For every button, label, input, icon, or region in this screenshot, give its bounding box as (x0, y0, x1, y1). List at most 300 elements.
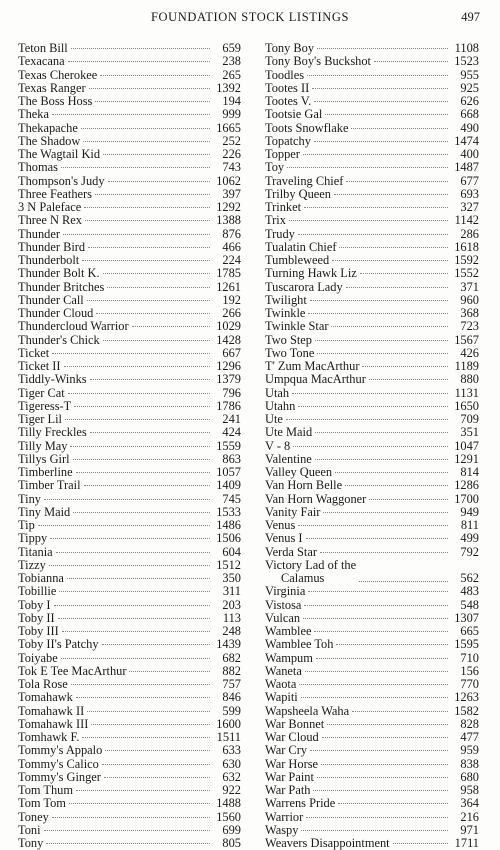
listing-entry (265, 426, 479, 439)
listing-entry (265, 546, 479, 559)
listing-entry (18, 665, 241, 678)
dot-leader (352, 711, 448, 712)
dot-leader (63, 234, 210, 235)
dot-leader (50, 538, 210, 539)
registration-number: 192 (222, 292, 241, 307)
listing-entry (18, 307, 241, 320)
horse-name: Verda Star (265, 544, 317, 559)
dot-leader (103, 154, 210, 155)
horse-name: War Cloud (265, 730, 319, 744)
listing-entry (265, 148, 479, 161)
dot-leader (293, 446, 448, 447)
dot-leader (71, 48, 210, 49)
registration-number: 400 (460, 147, 479, 161)
dot-leader (61, 167, 210, 168)
horse-name: Tiger Cat (18, 385, 65, 400)
dot-leader (362, 366, 448, 367)
registration-number: 633 (222, 743, 241, 758)
horse-name: Waneta (265, 663, 302, 678)
horse-name: Tiger Lil (18, 412, 62, 426)
horse-name: Trinket (265, 200, 302, 214)
registration-number: 1029 (216, 319, 241, 334)
horse-name: Tok E Tee MacArthur (18, 663, 127, 678)
horse-name: Twinkle (265, 306, 306, 320)
listing-entry (18, 731, 241, 744)
horse-name: Wampum (265, 650, 313, 665)
dot-leader (369, 499, 448, 500)
listing-entry (18, 599, 241, 612)
dot-leader (332, 260, 448, 261)
registration-number: 971 (460, 822, 479, 837)
dot-leader (61, 658, 210, 659)
dot-leader (310, 300, 448, 301)
horse-name: Thekapache (18, 120, 78, 135)
listing-entry (265, 625, 479, 638)
listing-column-right (265, 42, 479, 850)
registration-number: 562 (460, 571, 479, 585)
registration-number: 371 (460, 279, 479, 294)
dot-leader (129, 671, 210, 672)
listing-entry (18, 519, 241, 532)
registration-number: 925 (460, 80, 479, 95)
registration-number: 955 (460, 67, 479, 82)
registration-number: 1488 (216, 796, 241, 811)
dot-leader (312, 88, 448, 89)
horse-name: Twilight (265, 292, 307, 307)
registration-number: 960 (460, 292, 479, 307)
horse-name: The Wagtail Kid (18, 147, 101, 161)
listing-entry (18, 175, 241, 188)
horse-name: Tootes II (265, 80, 310, 95)
dot-leader (298, 406, 448, 407)
horse-name: Titania (18, 544, 53, 559)
listing-entry (18, 625, 241, 638)
registration-number: 1474 (454, 133, 479, 148)
registration-number: 1047 (454, 438, 479, 453)
dot-leader (369, 379, 448, 380)
horse-name: Tiddly-Winks (18, 372, 87, 387)
horse-name: Tommy's Ginger (18, 769, 101, 784)
registration-number: 265 (222, 67, 241, 82)
dot-leader (317, 48, 448, 49)
horse-name: War Bonnet (265, 716, 325, 731)
dot-leader (76, 697, 210, 698)
horse-name: Vanity Fair (265, 504, 321, 519)
listing-entry (265, 758, 479, 771)
dot-leader (299, 684, 448, 685)
registration-number: 796 (222, 385, 241, 400)
listing-entry (265, 638, 479, 651)
dot-leader (359, 581, 448, 582)
horse-name: War Paint (265, 769, 314, 784)
registration-number: 710 (460, 650, 479, 665)
listing-entry (18, 678, 241, 691)
listing-entry (265, 585, 479, 598)
listing-entry (18, 108, 241, 121)
page-number: 497 (461, 10, 480, 24)
dot-leader (316, 658, 448, 659)
horse-name: Ute (265, 412, 283, 426)
listing-entry (18, 585, 241, 598)
dot-leader (360, 273, 448, 274)
dot-leader (90, 379, 210, 380)
listing-entry (265, 479, 479, 492)
registration-number: 1600 (216, 716, 241, 731)
listing-entry (18, 135, 241, 148)
registration-number: 1487 (454, 160, 479, 175)
dot-leader (108, 181, 210, 182)
listing-entry (18, 294, 241, 307)
listing-entry (18, 95, 241, 108)
listing-entry (18, 42, 241, 55)
horse-name: Tiny (18, 491, 41, 506)
dot-leader (313, 790, 448, 791)
registration-number: 1552 (454, 266, 479, 281)
horse-name: Tom Thum (18, 783, 74, 797)
dot-leader (345, 485, 448, 486)
registration-number: 882 (222, 663, 241, 678)
registration-number: 1261 (216, 279, 241, 294)
horse-name: Theka (18, 107, 49, 122)
dot-leader (314, 101, 448, 102)
dot-leader (334, 194, 448, 195)
horse-name (265, 559, 356, 586)
listing-entry (265, 466, 479, 479)
horse-name: Thundercloud Warrior (18, 319, 129, 334)
dot-leader (317, 777, 448, 778)
listing-entry (18, 201, 241, 214)
dot-leader (287, 167, 448, 168)
horse-name: Tomahawk (18, 690, 73, 705)
horse-name: Tootes V. (265, 94, 312, 108)
listing-entry (265, 108, 479, 121)
horse-name: War Horse (265, 756, 319, 771)
horse-name: Tip (18, 518, 35, 532)
page-header (20, 10, 480, 26)
registration-number: 745 (222, 491, 241, 506)
horse-name: Topatchy (265, 133, 311, 148)
horse-name: Tommy's Calico (18, 756, 99, 771)
horse-name: Wamblee Toh (265, 637, 334, 652)
horse-name: Virginia (265, 584, 306, 599)
dot-leader (56, 552, 210, 553)
listing-entry (265, 387, 479, 400)
horse-name: Tumbleweed (265, 253, 330, 267)
registration-number: 922 (222, 783, 241, 797)
listing-column-left (18, 42, 241, 850)
horse-name: Three N Rex (18, 213, 82, 228)
dot-leader (107, 287, 210, 288)
horse-name: Toots Snowflake (265, 120, 349, 135)
listing-entry (18, 744, 241, 757)
horse-name: Turning Hawk Liz (265, 266, 357, 281)
registration-number: 814 (460, 465, 479, 479)
registration-number: 1618 (454, 239, 479, 254)
registration-number: 1409 (216, 478, 241, 493)
horse-name: Utahn (265, 398, 296, 413)
listing-entry (265, 175, 479, 188)
horse-name: Trix (265, 213, 286, 228)
listing-entry (18, 347, 241, 360)
horse-name: Thunder Bolt K. (18, 266, 100, 281)
horse-name: Topper (265, 147, 300, 161)
horse-name: Trudy (265, 226, 295, 241)
dot-leader (62, 631, 210, 632)
horse-name: Weavers Disappointment (265, 836, 390, 850)
horse-name: Tomahawk II (18, 703, 85, 718)
dot-leader (88, 247, 210, 248)
registration-number: 368 (460, 306, 479, 320)
dot-leader (58, 618, 210, 619)
listing-entry (18, 413, 241, 426)
dot-leader (70, 446, 210, 447)
horse-name-line2: Calamus (281, 571, 325, 585)
dot-leader (52, 817, 210, 818)
registration-number: 949 (460, 504, 479, 519)
listing-entry (18, 466, 241, 479)
horse-name: The Boss Hoss (18, 94, 93, 108)
listing-entry (265, 228, 479, 241)
registration-number: 1296 (216, 359, 241, 373)
listing-entry (265, 122, 479, 135)
listing-entry (18, 254, 241, 267)
registration-number: 466 (222, 239, 241, 254)
listing-entry (265, 267, 479, 280)
listing-entry (265, 281, 479, 294)
dot-leader (69, 803, 210, 804)
registration-number: 599 (222, 703, 241, 718)
registration-number: 604 (222, 544, 241, 559)
registration-number: 252 (222, 133, 241, 148)
registration-number: 632 (222, 769, 241, 784)
horse-name: Ute Maid (265, 425, 313, 440)
listing-entry (18, 373, 241, 386)
horse-name: Toodles (265, 67, 305, 82)
listing-entry (18, 214, 241, 227)
horse-name: Teton Bill (18, 41, 68, 55)
horse-name: Van Horn Belle (265, 478, 343, 493)
registration-number: 709 (460, 412, 479, 426)
listing-entry (18, 705, 241, 718)
registration-number: 350 (222, 571, 241, 585)
listing-entry (18, 612, 241, 625)
registration-number: 1057 (216, 465, 241, 479)
horse-name: Tony (18, 836, 44, 850)
registration-number: 499 (460, 531, 479, 546)
registration-number: 682 (222, 650, 241, 665)
dot-leader (96, 313, 210, 314)
listing-entry (18, 161, 241, 174)
registration-number: 667 (222, 345, 241, 360)
horse-name: Wamblee (265, 624, 312, 638)
dot-leader (49, 565, 210, 566)
horse-name: Two Step (265, 332, 312, 347)
registration-number: 680 (460, 769, 479, 784)
dot-leader (322, 737, 448, 738)
dot-leader (83, 141, 210, 142)
registration-number: 426 (460, 345, 479, 360)
dot-leader (100, 75, 210, 76)
registration-number: 1650 (454, 398, 479, 413)
registration-number: 1062 (216, 173, 241, 188)
registration-number: 757 (222, 677, 241, 691)
listing-entry (265, 135, 479, 148)
listing-entry (265, 400, 479, 413)
horse-name: Vistosa (265, 597, 302, 612)
registration-number: 483 (460, 584, 479, 599)
registration-number: 364 (460, 796, 479, 811)
dot-leader (67, 578, 210, 579)
listing-entry (18, 69, 241, 82)
registration-number: 1291 (454, 451, 479, 466)
registration-number: 1700 (454, 491, 479, 506)
dot-leader (308, 313, 448, 314)
dot-leader (52, 114, 210, 115)
listing-entry (18, 241, 241, 254)
registration-number: 958 (460, 783, 479, 797)
dot-leader (310, 750, 448, 751)
listing-entry (265, 69, 479, 82)
listing-entry (18, 532, 241, 545)
listing-entry (18, 493, 241, 506)
horse-name: Texas Cherokee (18, 67, 98, 82)
dot-leader (336, 644, 448, 645)
dot-leader (346, 287, 448, 288)
horse-name: The Shadow (18, 133, 81, 148)
horse-name: Thompson's Judy (18, 173, 105, 188)
dot-leader (374, 61, 448, 62)
horse-name: Two Tone (265, 345, 315, 360)
dot-leader (73, 512, 210, 513)
registration-number: 286 (460, 226, 479, 241)
dot-leader (338, 803, 448, 804)
horse-name: Texacana (18, 54, 65, 69)
listing-entry (265, 506, 479, 519)
horse-name: Warrens Pride (265, 796, 336, 811)
horse-name: Tiny Maid (18, 504, 71, 519)
dot-leader (321, 764, 448, 765)
dot-leader (73, 459, 210, 460)
dot-leader (105, 750, 210, 751)
dot-leader (132, 326, 210, 327)
registration-number: 1286 (454, 478, 479, 493)
listing-entry (18, 559, 241, 572)
dot-leader (306, 538, 448, 539)
registration-number: 1711 (454, 836, 479, 850)
dot-leader (59, 591, 210, 592)
horse-name: Warrior (265, 809, 304, 824)
horse-name: Tilly Freckles (18, 425, 87, 440)
listing-entry (265, 307, 479, 320)
horse-name: Toby II (18, 610, 55, 625)
dot-leader (82, 737, 210, 738)
listing-entry (18, 691, 241, 704)
registration-number: 548 (460, 597, 479, 612)
registration-number: 665 (460, 624, 479, 638)
listing-entry (18, 334, 241, 347)
horse-name: Tomahawk III (18, 716, 89, 731)
registration-number: 1567 (454, 332, 479, 347)
listing-entry (265, 493, 479, 506)
horse-name: Tillys Girl (18, 451, 70, 466)
horse-name: Umpqua MacArthur (265, 372, 366, 387)
registration-number: 999 (222, 107, 241, 122)
dot-leader (306, 817, 448, 818)
horse-name: Vulcan (265, 610, 301, 625)
horse-name: Three Feathers (18, 186, 92, 201)
listing-entry (18, 82, 241, 95)
registration-number: 194 (222, 94, 241, 108)
horse-name: Tootsie Gal (265, 107, 323, 122)
listing-entry (18, 638, 241, 651)
dot-leader (44, 830, 210, 831)
horse-name: Tony Boy's Buckshot (265, 54, 372, 69)
listing-entry (18, 320, 241, 333)
dot-leader (95, 194, 210, 195)
registration-number: 238 (222, 54, 241, 69)
horse-name: Venus (265, 518, 296, 532)
horse-name: Toy (265, 160, 285, 175)
registration-number: 397 (222, 186, 241, 201)
page-title: FOUNDATION STOCK LISTINGS (150, 10, 350, 24)
listing-entry (265, 241, 479, 254)
listing-entry (18, 426, 241, 439)
listing-entry (265, 744, 479, 757)
horse-name: Wapiti (265, 690, 298, 705)
dot-leader (320, 552, 448, 553)
listing-entry (18, 228, 241, 241)
registration-number: 1392 (216, 80, 241, 95)
horse-name: Valentine (265, 451, 312, 466)
listing-entry (18, 122, 241, 135)
horse-name: War Cry (265, 743, 308, 758)
horse-name: Twinkle Star (265, 319, 329, 334)
listing-entry (18, 718, 241, 731)
listing-entry (18, 797, 241, 810)
dot-leader (76, 472, 210, 473)
listing-entry (265, 188, 479, 201)
listing-entry (265, 771, 479, 784)
dot-leader (305, 671, 448, 672)
horse-name: Tualatin Chief (265, 239, 337, 254)
listing-entry (265, 519, 479, 532)
listing-entry (18, 572, 241, 585)
dot-leader (346, 181, 448, 182)
registration-number: 1108 (454, 41, 479, 55)
registration-number: 838 (460, 756, 479, 771)
registration-number: 226 (222, 147, 241, 161)
horse-name: Utah (265, 385, 290, 400)
listing-entry (265, 95, 479, 108)
registration-number: 677 (460, 173, 479, 188)
listing-entry (265, 691, 479, 704)
dot-leader (301, 697, 448, 698)
listing-entry (265, 161, 479, 174)
dot-leader (81, 128, 210, 129)
registration-number: 241 (222, 412, 241, 426)
registration-number: 1560 (216, 809, 241, 824)
dot-leader (315, 340, 448, 341)
horse-name: 3 N Paleface (18, 200, 82, 214)
dot-leader (52, 353, 210, 354)
dot-leader (91, 724, 210, 725)
dot-leader (38, 525, 210, 526)
registration-number: 1142 (454, 213, 479, 228)
dot-leader (76, 790, 210, 791)
horse-name-line1: Victory Lad of the (265, 557, 357, 572)
dot-leader (304, 207, 448, 208)
listing-entry (18, 148, 241, 161)
